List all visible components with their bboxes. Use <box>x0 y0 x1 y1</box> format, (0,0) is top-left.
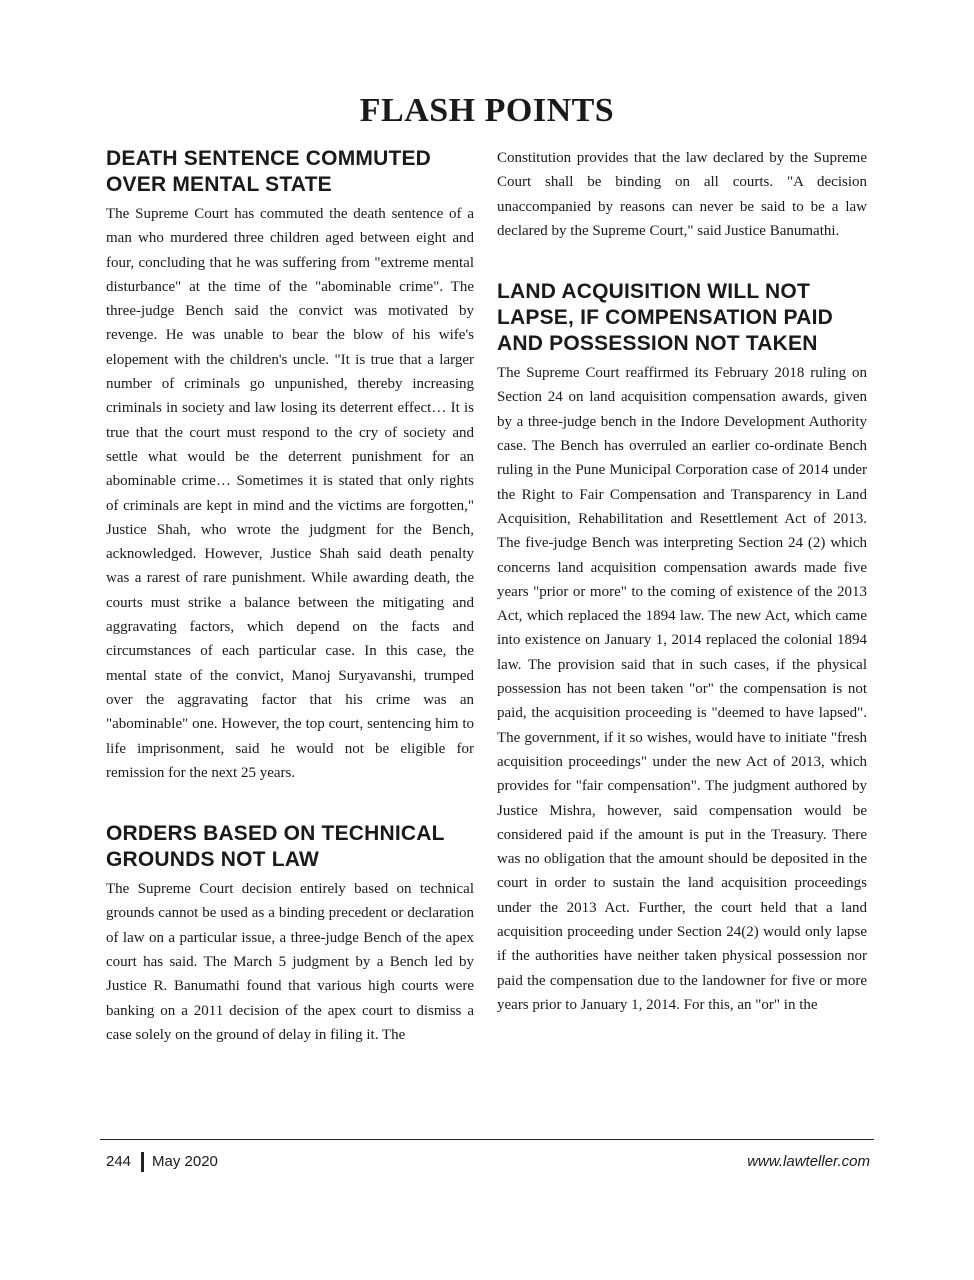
section-body-land-acquisition: The Supreme Court reaffirmed its February 2018 ruling on Section 24 on land acquisition compensation awards, given by a three-judge bench in the Indore Development Authority case. The Bench has overruled an earlier co-ordinate Bench ruling in the Pune Municipal Corporation case of 2014 under the Right to Fair Compensation and Transparency in Land Acquisition, Rehabilitation and Resettlement Act of 2013. The five-judge Bench was interpreting Section 24 (2) which concerns land acquisition compensation awards made five years "prior or more" to the coming of existence of the 2013 Act, which replaced the 1894 law. The new Act, which came into existence on January 1, 2014 replaced the colonial 1894 law. The provision said that in such cases, if the physical possession has not been taken "or" the compensation is not paid, the acquisition proceeding is "deemed to have lapsed". The government, if it so wishes, would have to initiate "fresh acquisition proceedings" under the new Act of 2013, which provides for "fair compensation". The judgment authored by Justice Mishra, however, said compensation would be considered paid if the amount is put in the Treasury. There was no obligation that the amount should be deposited in the court in order to sustain the land acquisition proceedings under the 2013 Act. Further, the court held that a land acquisition proceeding under Section 24(2) would only lapse if the authorities have neither taken physical possession nor paid the compensation due to the landowner for five or more years prior to January 1, 2014. For this, an "or" in the <box>497 365 867 1013</box>
section-body-technical-grounds: The Supreme Court decision entirely based on technical grounds cannot be used as a binding precedent or declaration of law on a particular issue, a three-judge Bench of the apex court has said. The March 5 judgment by a Bench led by Justice R. Banumathi found that various high courts were banking on a 2011 decision of the apex court to dismiss a case solely on the ground of delay in filing it. The <box>106 881 474 1043</box>
footer-divider <box>100 1139 874 1140</box>
website-url: www.lawteller.com <box>747 1153 870 1170</box>
page-number: 244 <box>106 1153 132 1170</box>
issue-date: May 2020 <box>152 1153 218 1170</box>
section-heading-death-sentence: DEATH SENTENCE COMMUTED OVER MENTAL STATE <box>106 147 432 196</box>
section-heading-technical-grounds: ORDERS BASED ON TECHNICAL GROUNDS NOT LAW <box>106 822 445 872</box>
footer-separator <box>141 1152 144 1172</box>
right-column <box>497 146 867 1017</box>
page-title: FLASH POINTS <box>359 92 615 129</box>
left-column <box>106 146 474 1047</box>
section-heading-land-acquisition: LAND ACQUISITION WILL NOT LAPSE, IF COMPENSATION PAID AND POSSESSION NOT TAKEN <box>497 280 833 356</box>
continued-text: Constitution provides that the law declared by the Supreme Court shall be binding on all courts. "A decision unaccompanied by reasons can never be said to be a law declared by the Supreme Court," said Justice Banumathi. <box>497 150 867 239</box>
section-body-death-sentence: The Supreme Court has commuted the death sentence of a man who murdered three children aged between eight and four, concluding that he was suffering from "extreme mental disturbance" at the time of the "abominable crime". The three-judge Bench said the convict was motivated by revenge. He was unable to bear the blow of his wife's elopement with the children's uncle. "It is true that a larger number of criminals go unpunished, thereby increasing criminals in society and law losing its deterrent effect… It is true that the court must respond to the cry of society and settle what would be the deterrent punishment for an abominable crime… Sometimes it is stated that only rights of criminals are kept in mind and the victims are forgotten," Justice Shah, who wrote the judgment for the Bench, acknowledged. However, Justice Shah said death penalty was a rarest of rare punishment. While awarding death, the courts must strike a balance between the mitigating and aggravating factors, which depend on the facts and circumstances of each particular case. In this case, the mental state of the convict, Manoj Suryavanshi, trumped over the aggravating factor that his crime was an "abominable" one. However, the top court, sentencing him to life imprisonment, said he would not be eligible for remission for the next 25 years. <box>106 206 474 781</box>
